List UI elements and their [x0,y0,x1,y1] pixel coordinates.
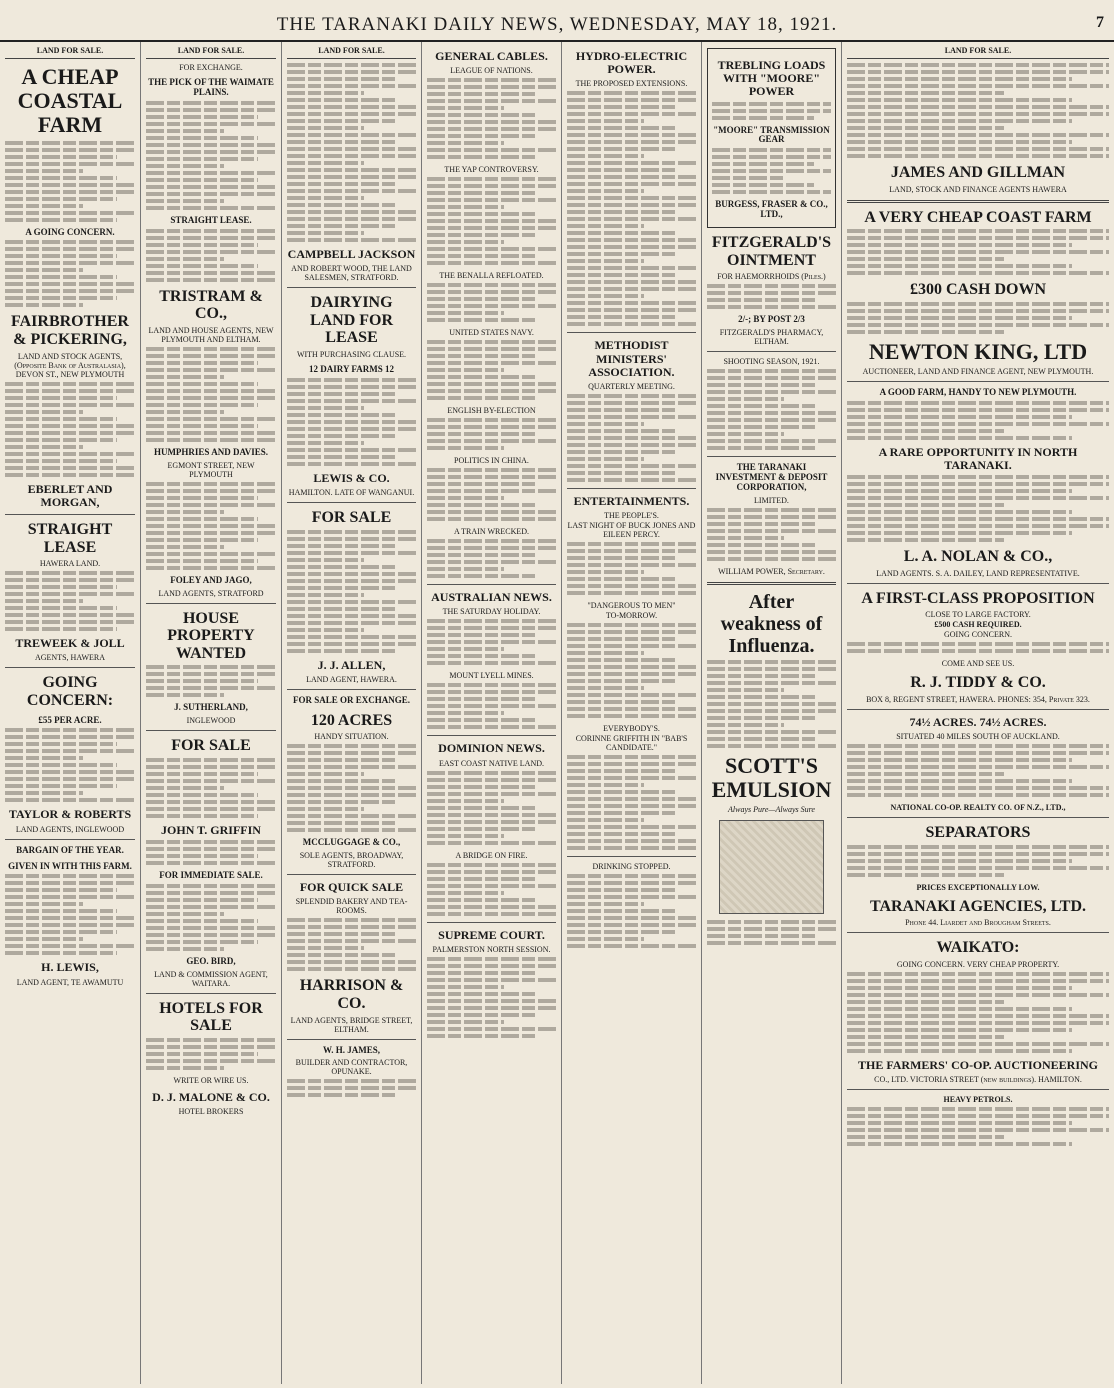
ad-subhead: £500 CASH REQUIRED. [934,620,1022,630]
body-text [847,229,1109,275]
body-text [427,283,556,322]
ad-headline: HOUSE PROPERTY WANTED [167,609,255,662]
news-headline: METHODIST MINISTERS' ASSOCIATION. [588,338,675,379]
page-number: 7 [1096,14,1104,31]
ad-subhead: WRITE OR WIRE US. [173,1076,249,1086]
ad-agent-address: AUCTIONEER, LAND AND FINANCE AGENT, NEW PLYMOUTH. [862,366,1094,376]
body-text [707,508,836,561]
body-text [427,957,556,1038]
ad-headline: A RARE OPPORTUNITY IN NORTH TARANAKI. [878,444,1078,473]
news-subhead: EAST COAST NATIVE LAND. [438,758,545,768]
ad-agent-address: EGMONT STREET, NEW PLYMOUTH [167,460,255,479]
news-subhead: LAST NIGHT OF BUCK JONES AND EILEEN PERCY. [567,521,696,540]
ad-agent-address: LAND, STOCK AND FINANCE AGENTS HAWERA [889,184,1067,194]
ad-headline: GOING CONCERN: [26,674,114,709]
news-subhead: ENGLISH BY-ELECTION [447,406,536,416]
body-text [707,369,836,450]
moore-power-ad [707,48,836,228]
ad-agent: CAMPBELL JACKSON [287,247,416,261]
ad-headline: STRAIGHT LEASE. [170,214,252,225]
ad-headline: A GOING CONCERN. [25,226,115,237]
body-text [146,758,276,818]
body-text [847,1107,1109,1146]
ad-headline: FITZGERALD'S OINTMENT [711,234,832,269]
body-text [427,340,556,400]
ad-subhead: COME AND SEE US. [941,659,1015,669]
ad-subhead: HAWERA LAND. [39,559,101,569]
body-text [287,744,416,832]
news-subhead: MOUNT LYELL MINES. [449,671,534,681]
ad-headline: FOR SALE [171,737,251,755]
ad-headline: A GOOD FARM, HANDY TO NEW PLYMOUTH. [879,386,1077,397]
ad-agent-address: AGENTS, HAWERA [34,653,106,663]
ad-agent: H. LEWIS, [41,960,99,975]
notice-headline: SHOOTING SEASON, 1921. [723,357,820,367]
ad-agent: FITZGERALD'S PHARMACY, ELTHAM. [719,328,824,347]
news-headline: DOMINION NEWS. [438,741,545,756]
body-text [847,972,1109,1053]
ad-headline: FOR SALE [311,509,392,527]
news-subhead: DRINKING STOPPED. [592,862,671,872]
ad-subhead: GIVEN IN WITH THIS FARM. [8,860,132,871]
body-text [5,240,135,307]
body-text [146,884,276,951]
news-subhead: POLITICS IN CHINA. [454,456,529,466]
ad-agent: D. J. MALONE & CO. [152,1090,270,1105]
ad-agent: EBERLET AND MORGAN, [27,481,113,509]
ad-agent: L. A. NOLAN & CO., [903,548,1053,566]
column-6 [702,42,842,1384]
column-2 [141,42,282,1384]
body-text [5,728,135,802]
ad-agent: J. SUTHERLAND, [174,702,248,713]
ad-agent-address: AND ROBERT WOOD, THE LAND SALESMEN, STRATFORD. [291,264,412,283]
ad-agent-address: SOLE AGENTS, BROADWAY, STRATFORD. [299,851,404,870]
fisherman-illustration [719,820,824,914]
body-text [707,660,836,748]
body-text [712,102,831,120]
body-text [146,840,276,865]
ad-subhead: GOING CONCERN. VERY CHEAP PROPERTY. [896,959,1060,969]
news-headline: HYDRO-ELECTRIC POWER. [575,49,688,77]
news-headline: ENTERTAINMENTS. [573,493,690,508]
ad-subhead: LIMITED. [754,495,789,505]
ad-agent: JOHN T. GRIFFIN [161,822,261,837]
ad-subhead: PRICES EXCEPTIONALLY LOW. [916,882,1040,892]
body-text [427,619,556,665]
ad-price: 2/-; BY POST 2/3 [738,314,805,325]
body-text [287,378,416,466]
ad-agent-address: LAND AGENT, TE AWAMUTU [16,977,124,987]
ad-brand: SCOTT'S EMULSION [711,752,832,803]
body-text [427,177,556,265]
column-3 [282,42,422,1384]
news-subhead: A TRAIN WRECKED. [453,527,530,537]
body-text [712,148,831,194]
ad-subhead: WITH PURCHASING CLAUSE. [296,349,407,359]
body-text [5,382,135,477]
ad-agent: MCCLUGGAGE & CO., [302,837,401,848]
ad-agent-address: LAND AGENTS. S. A. DAILEY, LAND REPRESENTATIVE. [876,568,1080,578]
news-subhead: CORINNE GRIFFITH IN "BAB'S CANDIDATE." [575,734,688,753]
section-header: LAND FOR SALE. [146,44,276,59]
ad-agent: WILLIAM POWER, Secretary. [718,566,825,576]
body-text [146,1038,276,1070]
news-subhead: EVERYBODY'S. [603,724,660,734]
news-subhead: QUARTERLY MEETING. [588,381,675,391]
section-header: LAND FOR SALE. [287,44,416,59]
body-text [427,863,556,916]
body-text [427,771,556,845]
ad-agent: GEO. BIRD, [186,955,236,966]
body-text [287,1079,416,1097]
masthead [0,0,1114,42]
ad-agent: LEWIS & CO. [313,470,390,485]
ad-headline: STRAIGHT LEASE [27,521,113,556]
ad-agent: R. J. TIDDY & CO. [910,674,1046,692]
ad-subhead: CLOSE TO LARGE FACTORY. [925,610,1031,620]
ad-headline: 120 ACRES [310,711,393,729]
ad-agent-address: LAND AND STOCK AGENTS, (Opposite Bank of Australasia), DEVON ST., NEW PLYMOUTH [14,351,126,379]
ad-headline: After weakness of Influenza. [720,590,823,657]
news-subhead: THE PEOPLE'S. [604,511,659,521]
ad-agent: HARRISON & CO. [299,977,404,1012]
section-header: LAND FOR SALE. [847,44,1109,59]
column-4 [422,42,562,1384]
news-subhead: "DANGEROUS TO MEN" [587,601,676,611]
ad-agent: FAIRBROTHER & PICKERING, [11,313,129,349]
ad-headline: A CHEAP COASTAL FARM [17,64,123,138]
ad-headline: DAIRYING LAND FOR LEASE [309,294,394,347]
ad-headline: FOR QUICK SALE [299,880,404,895]
ad-agent-address: INGLEWOOD [186,716,236,726]
body-text [287,530,416,653]
ad-agent: TAYLOR & ROBERTS [8,807,132,822]
ad-headline: TREBLING LOADS WITH "MOORE" POWER [717,58,826,99]
ad-headline: THE TARANAKI INVESTMENT & DEPOSIT CORPORATION, [715,462,828,492]
body-text [567,394,696,482]
ad-subhead: HANDY SITUATION. [314,732,389,742]
body-text [146,101,276,210]
body-text [847,401,1109,440]
ad-price: £55 PER ACRE. [38,714,102,725]
news-subhead: UNITED STATES NAVY. [449,328,534,338]
ad-headline: WAIKATO: [936,939,1020,957]
body-text [287,63,416,242]
ad-agent-address: LAND AGENT, HAWERA. [306,674,397,684]
ad-headline: HEAVY PETROLS. [943,1095,1013,1105]
ad-agent: FOLEY AND JAGO, [170,574,252,585]
ad-subhead: SPLENDID BAKERY AND TEA-ROOMS. [295,897,408,916]
news-subhead: THE YAP CONTROVERSY. [444,165,539,175]
ad-agent: JAMES AND GILLMAN [890,164,1066,181]
ad-subhead: 12 DAIRY FARMS 12 [309,363,394,374]
body-text [427,468,556,521]
body-text [567,623,696,718]
body-text [847,744,1109,797]
ad-headline: SEPARATORS [925,824,1031,842]
ad-headline: A VERY CHEAP COAST FARM [864,208,1092,226]
body-text [5,141,135,222]
news-subhead: THE SATURDAY HOLIDAY. [442,607,541,617]
ad-agent-address: BOX 8, REGENT STREET, HAWERA. PHONES: 354, Private 323. [866,695,1090,705]
ad-subhead: FOR HAEMORRHOIDS (Piles.) [717,272,826,282]
ad-subhead: "MOORE" TRANSMISSION GEAR [713,124,830,145]
ad-headline: FOR IMMEDIATE SALE. [159,870,263,881]
ad-agent: W. H. JAMES, [323,1044,380,1055]
body-text [847,845,1109,877]
news-subhead: PALMERSTON NORTH SESSION. [432,944,551,954]
ad-headline: A FIRST-CLASS PROPOSITION [861,589,1095,607]
body-text [427,78,556,159]
ad-agent: TRISTRAM & CO., [159,287,263,323]
ad-agent-address: CO., LTD. VICTORIA STREET (new buildings). HAMILTON. [874,1075,1082,1085]
ad-agent: TREWEEK & JOLL [15,636,125,651]
body-text [847,63,1109,158]
ad-headline: THE PICK OF THE WAIMATE PLAINS. [148,77,274,97]
masthead-title: THE TARANAKI DAILY NEWS, WEDNESDAY, MAY 18, 1921. [276,14,838,35]
ad-agent-address: LAND & COMMISSION AGENT, WAITARA. [154,969,268,988]
body-text [427,683,556,729]
body-text [146,482,276,570]
news-subhead: THE BENALLA REFLOATED. [439,271,544,281]
body-text [287,918,416,971]
news-headline: AUSTRALIAN NEWS. [431,590,552,605]
ad-agent: NATIONAL CO-OP. REALTY CO. OF N.Z., LTD., [890,803,1066,813]
ad-headline: BARGAIN OF THE YEAR. [16,844,124,855]
ad-subhead: SITUATED 40 MILES SOUTH OF AUCKLAND. [896,732,1060,742]
ad-headline: 74½ ACRES. 74½ ACRES. [909,715,1047,730]
ad-slogan: Always Pure—Always Sure [728,805,815,815]
section-header: LAND FOR SALE. [5,44,135,59]
ad-headline: FOR SALE OR EXCHANGE. [292,694,410,705]
body-text [146,347,276,442]
ad-agent-address: HOTEL BROKERS [178,1107,244,1117]
ad-agent-address: LAND AGENTS, BRIDGE STREET, ELTHAM. [290,1015,413,1034]
body-text [427,539,556,578]
news-headline: GENERAL CABLES. [435,49,548,63]
body-text [847,642,1109,653]
news-subhead: TO-MORROW. [605,611,658,621]
news-subhead: A BRIDGE ON FIRE. [455,850,528,860]
body-text [5,874,135,955]
ad-agent-address: HAMILTON. LATE OF WANGANUI. [288,488,415,498]
ad-agent: J. J. ALLEN, [317,657,386,672]
ad-headline: £300 CASH DOWN [909,281,1046,299]
body-text [847,302,1109,334]
ad-agent-address: LAND AGENTS, STRATFORD [158,588,264,598]
ad-agent: NEWTON KING, LTD [868,338,1088,364]
body-text [146,665,276,697]
body-text [567,755,696,850]
ad-agent-address: BUILDER AND CONTRACTOR, OPUNAKE. [295,1058,408,1077]
body-text [5,571,135,631]
ad-agent: BURGESS, FRASER & CO., LTD., [715,199,828,220]
ad-agent: THE FARMERS' CO-OP. AUCTIONEERING [857,1057,1099,1072]
ad-agent-address: Phone 44. Liardet and Brougham Streets. [905,918,1051,928]
column-5 [562,42,702,1384]
ad-agent: TARANAKI AGENCIES, LTD. [869,897,1087,915]
column-1 [0,42,141,1384]
ad-agent: HUMPHRIES AND DAVIES. [153,446,269,457]
ad-agent-address: LAND AGENTS, INGLEWOOD [15,824,125,834]
body-text [567,542,696,595]
news-subhead: THE PROPOSED EXTENSIONS. [575,79,688,89]
news-subhead: LEAGUE OF NATIONS. [450,66,533,76]
ad-agent-address: LAND AND HOUSE AGENTS, NEW PLYMOUTH AND ELTHAM. [148,325,274,344]
ad-subhead: FOR EXCHANGE. [179,63,243,72]
body-text [847,475,1109,542]
body-text [567,874,696,948]
body-text [707,284,836,309]
body-text [427,418,556,450]
ad-headline: HOTELS FOR SALE [159,999,263,1035]
news-headline: SUPREME COURT. [438,927,545,942]
column-7 [842,42,1114,1384]
body-text [707,920,836,945]
body-text [146,229,276,282]
body-text [567,91,696,326]
ad-subhead: GOING CONCERN. [944,630,1012,640]
